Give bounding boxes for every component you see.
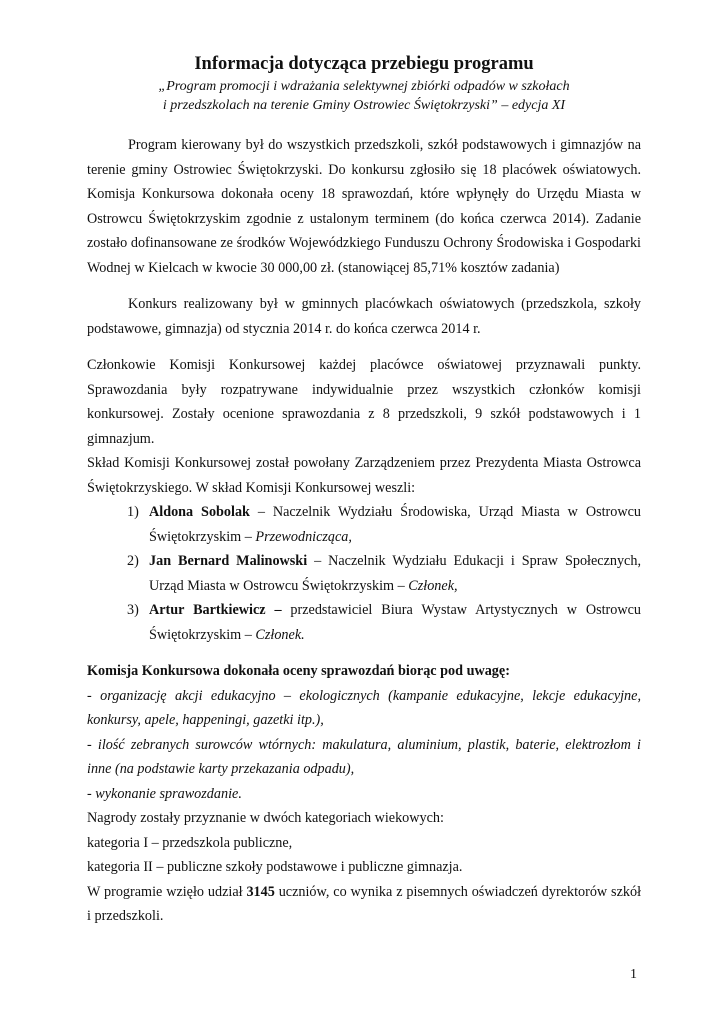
member-number: 3) (127, 602, 139, 618)
criteria-heading: Komisja Konkursowa dokonała oceny sprawozdań biorąc pod uwagę: (87, 663, 510, 679)
committee-member (87, 500, 641, 549)
criteria-item: - organizację akcji edukacyjno – ekologicznych (kampanie edukacyjne, lekcje edukacyjne, konkursy, apele, happeningi, gazetki itp.), (87, 687, 641, 728)
awards-category-1: kategoria I – przedszkola publiczne, (87, 834, 293, 851)
document-subtitle (87, 77, 641, 115)
participation-count: 3145 (246, 883, 275, 900)
member-description: przedstawiciel Biura Wystaw Artystycznych w Ostrowcu Świętokrzyskim – (149, 602, 641, 643)
document-title: Informacja dotycząca przebiegu programu (194, 54, 534, 74)
member-name: Artur Bartkiewicz – (149, 602, 282, 618)
participation-text-before: W programie wzięło udział (87, 883, 247, 900)
member-description: – Naczelnik Wydziału Środowiska, Urząd Miasta w Ostrowcu Świętokrzyskim – (149, 504, 641, 545)
committee-member (87, 549, 641, 598)
page-number: 1 (630, 967, 637, 982)
participation-paragraph (87, 880, 641, 929)
member-role: Przewodnicząca, (255, 528, 352, 545)
awards-intro: Nagrody zostały przyznanie w dwóch kategoriach wiekowych: (87, 810, 444, 826)
subtitle-line-1: „Program promocji i wdrażania selektywnej zbiórki odpadów w szkołach (158, 79, 570, 94)
participation-text-after: uczniów, co wynika z pisemnych oświadczeń dyrektorów szkół i przedszkoli. (87, 883, 642, 924)
member-role: Członek. (255, 626, 305, 643)
awards-category-2: kategoria II – publiczne szkoły podstawowe i publiczne gimnazja. (87, 859, 463, 875)
paragraph-contest-period: Konkurs realizowany był w gminnych placówkach oświatowych (przedszkola, szkoły podstawowe, gimnazja) od stycznia 2014 r. do końca czerwca 2014 r. (87, 296, 641, 337)
member-description: – Naczelnik Wydziału Edukacji i Spraw Społecznych, Urząd Miasta w Ostrowcu Świętokrzyskim – (149, 553, 641, 594)
member-name: Jan Bernard Malinowski (149, 553, 308, 569)
criteria-item: - ilość zebranych surowców wtórnych: makulatura, aluminium, plastik, baterie, elektrozłom i inne (na podstawie karty przekazania odpadu), (87, 736, 641, 777)
criteria-item: - wykonanie sprawozdanie. (87, 785, 242, 802)
member-name: Aldona Sobolak (149, 504, 250, 520)
member-number: 1) (127, 504, 139, 520)
paragraph-committee-scoring: Członkowie Komisji Konkursowej każdej placówce oświatowej przyznawali punkty. Sprawozdania były rozpatrywane indywidualnie przez wszystkich członków komisji konkursowej. Zostały ocenione sprawozdania z 8 przedszkoli, 9 szkół podstawowych i 1 gimnazjum. (87, 357, 641, 447)
committee-member (87, 598, 641, 647)
member-number: 2) (127, 553, 139, 569)
member-role: Członek, (408, 577, 458, 594)
paragraph-committee-composition: Skład Komisji Konkursowej został powołany Zarządzeniem przez Prezydenta Miasta Ostrowca Świętokrzyskiego. W skład Komisji Konkursowej weszli: (87, 455, 641, 496)
subtitle-line-2: i przedszkolach na terenie Gminy Ostrowiec Świętokrzyski” – edycja XI (162, 98, 566, 113)
paragraph-program-scope: Program kierowany był do wszystkich przedszkoli, szkół podstawowych i gimnazjów na terenie gminy Ostrowiec Świętokrzyski. Do konkursu zgłosiło się 18 placówek oświatowych. Komisja Konkursowa dokonała oceny 18 sprawozdań, które wpłynęły do Urzędu Miasta w Ostrowcu Świętokrzyskim zgodnie z ustalonym terminem (do końca czerwca 2014). Zadanie zostało dofinansowane ze środków Wojewódzkiego Funduszu Ochrony Środowiska i Gospodarki Wodnej w Kielcach w kwocie 30 000,00 zł. (stanowiącej 85,71% kosztów zadania) (87, 137, 641, 276)
committee-members-list (87, 500, 641, 647)
